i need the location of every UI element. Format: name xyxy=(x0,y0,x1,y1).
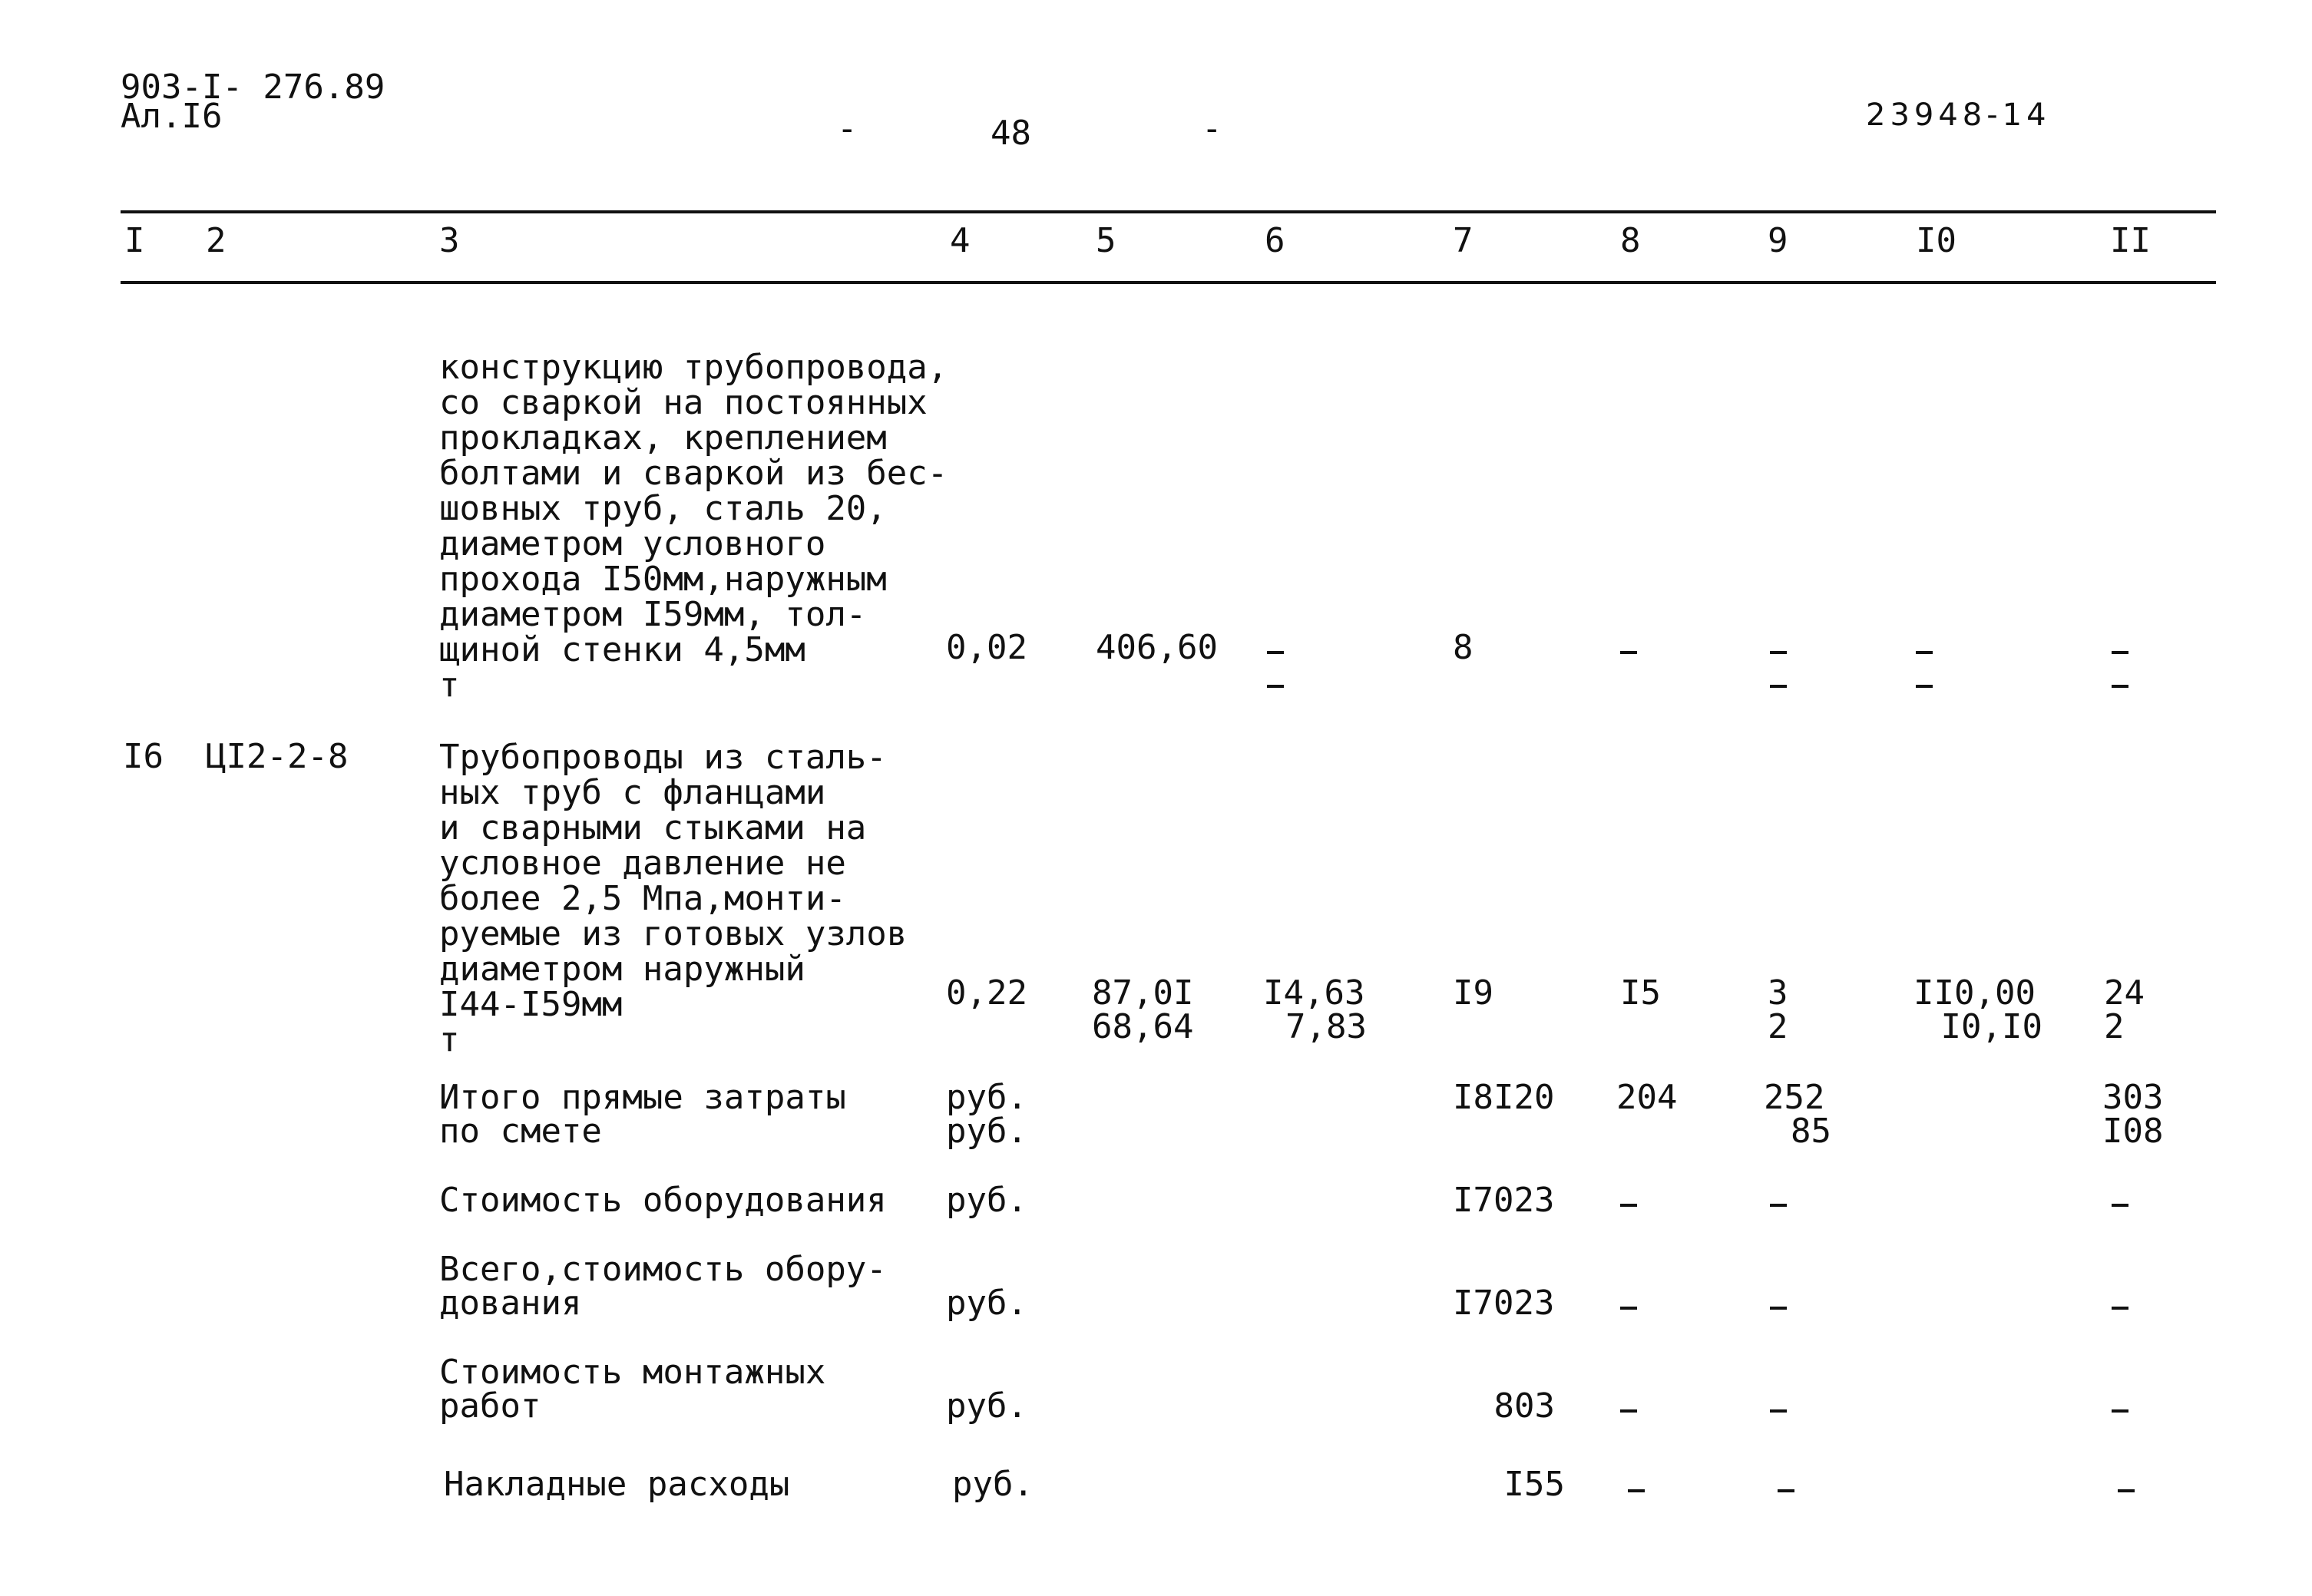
equipment-cost-label: Стоимость оборудования xyxy=(439,1181,887,1220)
continued-item-unit-price: 406,60 xyxy=(1096,628,1218,667)
row-16-price-2: 68,64 xyxy=(1092,1007,1194,1046)
header-top-rule xyxy=(121,210,2216,213)
row-16-col6-2: 7,83 xyxy=(1285,1007,1367,1046)
column-header-2: 2 xyxy=(206,221,227,260)
column-header-3: 3 xyxy=(439,221,460,260)
continued-item-total: 8 xyxy=(1453,628,1474,667)
archive-number: 23948-14 xyxy=(1866,97,2051,133)
total-equipment-col7: I7023 xyxy=(1453,1284,1555,1323)
continued-item-c10-dash-2 xyxy=(1916,685,1933,688)
continued-item-c6-dash-1 xyxy=(1267,651,1284,654)
direct-costs-col9-1: 252 xyxy=(1764,1078,1825,1117)
column-header-8: 8 xyxy=(1620,221,1641,260)
page-dash-right: - xyxy=(1202,109,1222,148)
continued-item-c11-dash-2 xyxy=(2112,685,2128,688)
overhead-col11-dash xyxy=(2118,1489,2135,1492)
direct-costs-col7: I8I20 xyxy=(1453,1078,1555,1117)
direct-costs-unit-1: руб. xyxy=(946,1078,1027,1117)
column-header-11: II xyxy=(2110,221,2151,260)
direct-costs-col11-2: I08 xyxy=(2102,1112,2164,1151)
equipment-cost-col8-dash xyxy=(1620,1204,1637,1207)
equipment-cost-col7: I7023 xyxy=(1453,1181,1555,1220)
installation-cost-col7: 803 xyxy=(1493,1386,1555,1426)
total-equipment-label-2: дования xyxy=(439,1284,582,1323)
total-equipment-unit: руб. xyxy=(946,1284,1027,1323)
continued-item-c9-dash-2 xyxy=(1770,685,1787,688)
column-header-5: 5 xyxy=(1096,221,1116,260)
continued-item-description: конструкцию трубопровода, со сваркой на постоянных прокладках, креплением болтами и сваркой из бес- шовных труб, сталь 20, диаметром условного прохода I50мм,наружным диаметром I59мм, тол- щиной стенки 4,5мм т xyxy=(439,348,948,705)
installation-cost-col8-dash xyxy=(1620,1409,1637,1413)
document-code: 903-I- 276.89 xyxy=(121,68,385,107)
installation-cost-col11-dash xyxy=(2112,1409,2128,1413)
row-16-col8: I5 xyxy=(1620,973,1661,1013)
column-header-6: 6 xyxy=(1265,221,1285,260)
continued-item-c8-dash xyxy=(1620,651,1637,654)
direct-costs-label-2: по смете xyxy=(439,1112,602,1151)
row-16-number: I6 xyxy=(123,737,164,776)
column-header-9: 9 xyxy=(1768,221,1788,260)
overhead-unit: руб. xyxy=(952,1465,1034,1504)
overhead-col9-dash xyxy=(1778,1489,1794,1492)
direct-costs-col9-2: 85 xyxy=(1791,1112,1831,1151)
row-16-price-1: 87,0I xyxy=(1092,973,1194,1013)
row-16-col11-2: 2 xyxy=(2104,1007,2125,1046)
continued-item-c11-dash-1 xyxy=(2112,651,2128,654)
column-header-7: 7 xyxy=(1453,221,1474,260)
direct-costs-col11-1: 303 xyxy=(2102,1078,2164,1117)
row-16-col11-1: 24 xyxy=(2104,973,2145,1013)
column-header-1: I xyxy=(124,221,145,260)
total-equipment-col9-dash xyxy=(1770,1307,1787,1310)
total-equipment-label-1: Всего,стоимость обору- xyxy=(439,1250,887,1289)
equipment-cost-unit: руб. xyxy=(946,1181,1027,1220)
equipment-cost-col11-dash xyxy=(2112,1204,2128,1207)
direct-costs-label-1: Итого прямые затраты xyxy=(439,1078,846,1117)
overhead-col8-dash xyxy=(1628,1489,1645,1492)
row-16-col6-1: I4,63 xyxy=(1263,973,1365,1013)
header-bottom-rule xyxy=(121,281,2216,284)
row-16-col7: I9 xyxy=(1453,973,1493,1013)
sheet-code: Ал.I6 xyxy=(121,97,223,136)
installation-cost-col9-dash xyxy=(1770,1409,1787,1413)
equipment-cost-col9-dash xyxy=(1770,1204,1787,1207)
continued-item-c10-dash-1 xyxy=(1916,651,1933,654)
total-equipment-col8-dash xyxy=(1620,1307,1637,1310)
overhead-label: Накладные расходы xyxy=(444,1465,790,1504)
row-16-rate-code: ЦI2-2-8 xyxy=(206,737,349,776)
column-header-10: I0 xyxy=(1916,221,1956,260)
installation-cost-label-1: Стоимость монтажных xyxy=(439,1353,826,1392)
row-16-description: Трубопроводы из сталь- ных труб с фланцами и сварными стыками на условное давление не более 2,5 Мпа,монти- руемые из готовых узлов диаметром наружный I44-I59мм т xyxy=(439,738,908,1059)
row-16-col9-2: 2 xyxy=(1768,1007,1788,1046)
column-header-4: 4 xyxy=(950,221,971,260)
total-equipment-col11-dash xyxy=(2112,1307,2128,1310)
direct-costs-unit-2: руб. xyxy=(946,1112,1027,1151)
page-dash-left: - xyxy=(837,109,858,148)
row-16-quantity: 0,22 xyxy=(946,973,1027,1013)
row-16-col9-1: 3 xyxy=(1768,973,1788,1013)
direct-costs-col8: 204 xyxy=(1616,1078,1678,1117)
continued-item-quantity: 0,02 xyxy=(946,628,1027,667)
row-16-col10-1: II0,00 xyxy=(1913,973,2036,1013)
row-16-col10-2: I0,I0 xyxy=(1940,1007,2042,1046)
installation-cost-label-2: работ xyxy=(439,1386,541,1426)
installation-cost-unit: руб. xyxy=(946,1386,1027,1426)
continued-item-c6-dash-2 xyxy=(1267,685,1284,688)
continued-item-c9-dash-1 xyxy=(1770,651,1787,654)
page-number: 48 xyxy=(991,114,1031,153)
overhead-col7: I55 xyxy=(1503,1465,1565,1504)
